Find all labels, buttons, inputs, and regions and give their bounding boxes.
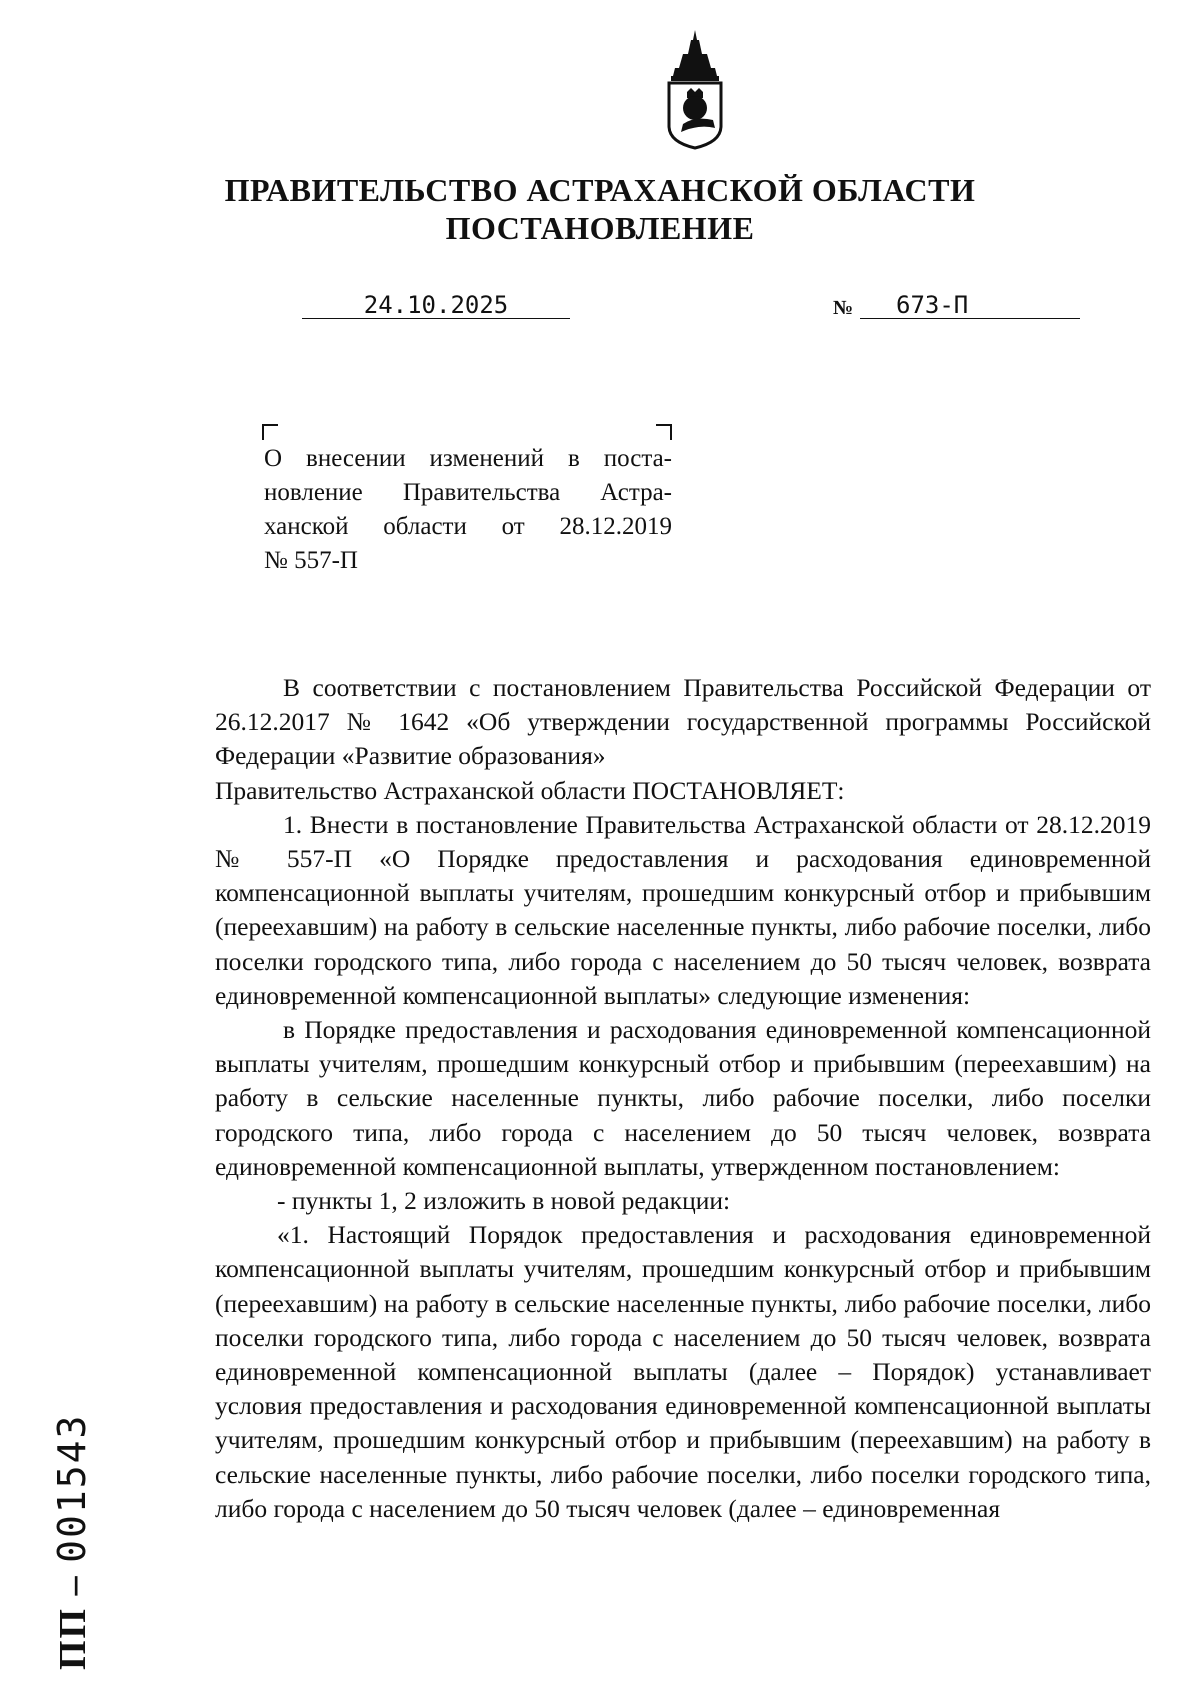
subject-corner-right <box>656 424 672 440</box>
body-paragraph: Правительство Астраханской области ПОСТАНОВЛЯЕТ: <box>215 775 845 805</box>
serial-prefix: ПП – <box>52 1574 94 1670</box>
subject-line: О внесении изменений в поста- <box>264 445 672 472</box>
number-sign: № <box>833 297 854 319</box>
serial-number: 001543 <box>50 1413 94 1563</box>
subject-line: новление Правительства Астра- <box>264 479 672 506</box>
subject-line: № 557-П <box>264 547 358 574</box>
body-paragraph: В соответствии с постановлением Правительства Российской Федерации от 26.12.2017 № 1642 «Об утверждении государственной программы Российской Федерации «Развитие образования» <box>215 673 1151 771</box>
document-type-title: ПОСТАНОВЛЕНИЕ <box>445 210 755 246</box>
subject-corner-left <box>262 424 278 440</box>
document-date: 24.10.2025 <box>302 292 570 319</box>
government-name: ПРАВИТЕЛЬСТВО АСТРАХАНСКОЙ ОБЛАСТИ <box>224 172 976 208</box>
body-paragraph: 1. Внести в постановление Правительства Астраханской области от 28.12.2019 № 557-П «О Порядке предоставления и расходования единовременной компенсационной выплаты учителям, прошедшим конкурсный отбор и прибывшим (переехавшим) на работу в сельские населенные пункты, либо рабочие поселки, либо поселки городского типа, либо города с населением до 50 тысяч человек, возврата единовременной компенсационной выплаты» следующие изменения: <box>215 809 1151 1010</box>
coat-of-arms-emblem <box>655 28 735 156</box>
body-paragraph: - пункты 1, 2 изложить в новой редакции: <box>277 1186 731 1216</box>
document-subject <box>264 442 672 578</box>
body-paragraph: в Порядке предоставления и расходования единовременной компенсационной выплаты учителям, прошедшим конкурсный отбор и прибывшим (переехавшим) на работу в сельские населенные пункты, либо рабочие поселки, либо поселки городского типа, либо города с населением до 50 тысяч человек, возврата единовременной компенсационной выплаты, утвержденном постановлением: <box>215 1015 1151 1181</box>
document-number: 673-П <box>860 292 1080 319</box>
body-paragraph: «1. Настоящий Порядок предоставления и расходования единовременной компенсационной выплаты учителям, прошедшим конкурсный отбор и прибывшим (переехавшим) на работу в сельские населенные пункты, либо рабочие поселки, либо поселки городского типа, либо города с населением до 50 тысяч человек, возврата единовременной компенсационной выплаты (далее – Порядок) устанавливает условия предоставления и расходования единовременной компенсационной выплаты учителям, прошедшим конкурсный отбор и прибывшим (переехавшим) на работу в сельские населенные пункты, либо рабочие поселки, либо поселки городского типа, либо города с населением до 50 тысяч человек (далее – единовременная <box>215 1220 1151 1523</box>
subject-line: ханской области от 28.12.2019 <box>264 513 672 540</box>
document-body <box>215 671 1151 1526</box>
